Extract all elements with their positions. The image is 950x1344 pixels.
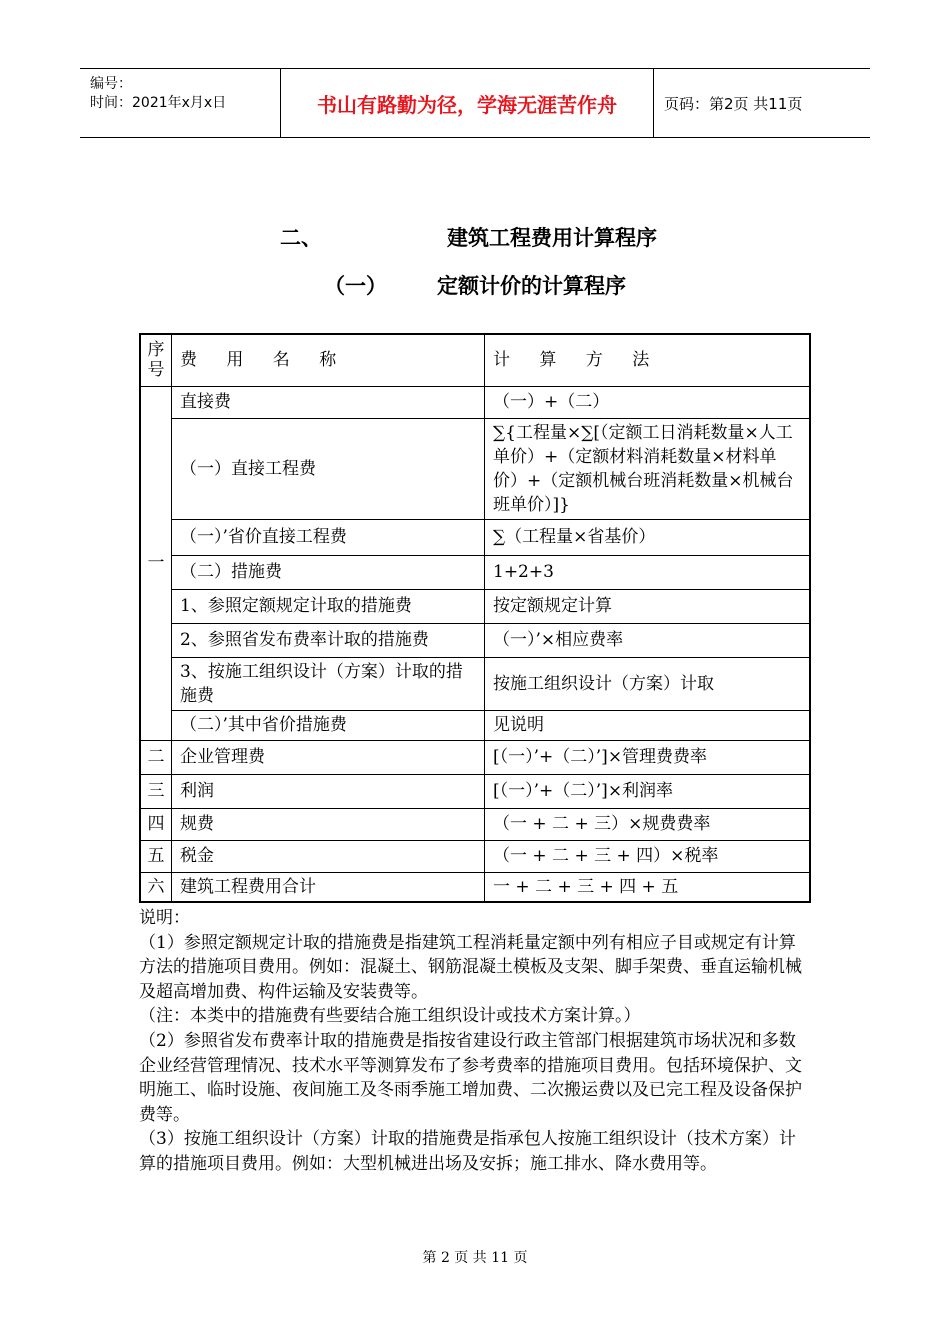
- row-method: [（一）’+（二）’]×利润率: [485, 774, 811, 808]
- row-name: 企业管理费: [172, 740, 485, 774]
- row-method: （一 + 二 + 三）×规费费率: [485, 808, 811, 840]
- table-row: [140, 589, 810, 623]
- row-method: ∑{工程量×∑[（定额工日消耗数量×人工单价）+（定额材料消耗数量×材料单价）+（定额机械台班消耗数量×机械台班单价）]}: [485, 418, 811, 519]
- row-method: 1+2+3: [485, 555, 811, 589]
- row-method: [（一）’+（二）’]×管理费费率: [485, 740, 811, 774]
- group-number: 一: [140, 386, 172, 740]
- row-name: （一）’省价直接工程费: [172, 519, 485, 555]
- header-page-label: 页码：第2页 共11页: [664, 94, 803, 113]
- row-method: （一）’×相应费率: [485, 623, 811, 657]
- row-name: 规费: [172, 808, 485, 840]
- row-number: 二: [140, 740, 172, 774]
- table-header-row: [140, 334, 810, 386]
- table-row: [140, 555, 810, 589]
- page-footer: 第 2 页 共 11 页: [422, 1250, 528, 1266]
- table-row: [140, 519, 810, 555]
- note-paragraph: （1）参照定额规定计取的措施费是指建筑工程消耗量定额中列有相应子目或规定有计算方法的措施项目费用。例如：混凝土、钢筋混凝土模板及支架、脚手架费、垂直运输机械及超高增加费、构件运输及安装费等。: [139, 932, 802, 1002]
- row-name: 3、按施工组织设计（方案）计取的措施费: [172, 657, 485, 710]
- header-no: 序号: [140, 334, 172, 386]
- row-method: 一 + 二 + 三 + 四 + 五: [485, 872, 811, 902]
- row-name: （二）’其中省价措施费: [172, 710, 485, 740]
- table-row: [140, 808, 810, 840]
- table-row: [140, 840, 810, 872]
- subsection-number: （一）: [324, 273, 387, 298]
- table-row: [140, 710, 810, 740]
- row-number: 六: [140, 872, 172, 902]
- row-number: 五: [140, 840, 172, 872]
- document-header: [80, 68, 870, 138]
- section-number: 二、: [280, 225, 322, 250]
- section-text: 建筑工程费用计算程序: [447, 225, 657, 250]
- table-row: [140, 657, 810, 710]
- row-number: 三: [140, 774, 172, 808]
- row-name: 1、参照定额规定计取的措施费: [172, 589, 485, 623]
- row-name: 2、参照省发布费率计取的措施费: [172, 623, 485, 657]
- row-method: 按施工组织设计（方案）计取: [485, 657, 811, 710]
- note-paragraph: （注：本类中的措施费有些要结合施工组织设计或技术方案计算。）: [139, 1006, 641, 1027]
- header-method: 计 算 方 法: [485, 334, 811, 386]
- row-method: 见说明: [485, 710, 811, 740]
- table-row: [140, 418, 810, 519]
- fee-calculation-table: [139, 333, 811, 903]
- row-method: （一 + 二 + 三 + 四）×税率: [485, 840, 811, 872]
- notes-section: [139, 906, 811, 1177]
- row-name: （二）措施费: [172, 555, 485, 589]
- table-row: [140, 623, 810, 657]
- row-name: 建筑工程费用合计: [172, 872, 485, 902]
- number-label: 编号：: [90, 76, 132, 92]
- table-row: [140, 386, 810, 418]
- note-paragraph: （2）参照省发布费率计取的措施费是指按省建设行政主管部门根据建筑市场状况和多数企业经营管理情况、技术水平等测算发布了参考费率的措施项目费用。包括环境保护、文明施工、临时设施、夜间施工及冬雨季施工增加费、二次搬运费以及已完工程及设备保护费等。: [139, 1030, 802, 1125]
- row-name: 税金: [172, 840, 485, 872]
- row-method: ∑（工程量×省基价）: [485, 519, 811, 555]
- subsection-text: 定额计价的计算程序: [437, 273, 626, 298]
- note-paragraph: （3）按施工组织设计（方案）计取的措施费是指承包人按施工组织设计（技术方案）计算的措施项目费用。例如：大型机械进出场及安拆；施工排水、降水费用等。: [139, 1129, 796, 1174]
- header-name: 费 用 名 称: [172, 334, 485, 386]
- row-name: 利润: [172, 774, 485, 808]
- table-row: [140, 774, 810, 808]
- row-name: 直接费: [172, 386, 485, 418]
- notes-heading: 说明：: [139, 908, 190, 928]
- row-number: 四: [140, 808, 172, 840]
- row-name: （一）直接工程费: [172, 418, 485, 519]
- header-meta-cell: [80, 69, 281, 137]
- time-label: 时间：2021年x月x日: [90, 95, 227, 111]
- table-row: [140, 740, 810, 774]
- table-row: [140, 872, 810, 902]
- row-method: 按定额规定计算: [485, 589, 811, 623]
- row-method: （一）+（二）: [485, 386, 811, 418]
- header-motto: 书山有路勤为径，学海无涯苦作舟: [281, 69, 654, 137]
